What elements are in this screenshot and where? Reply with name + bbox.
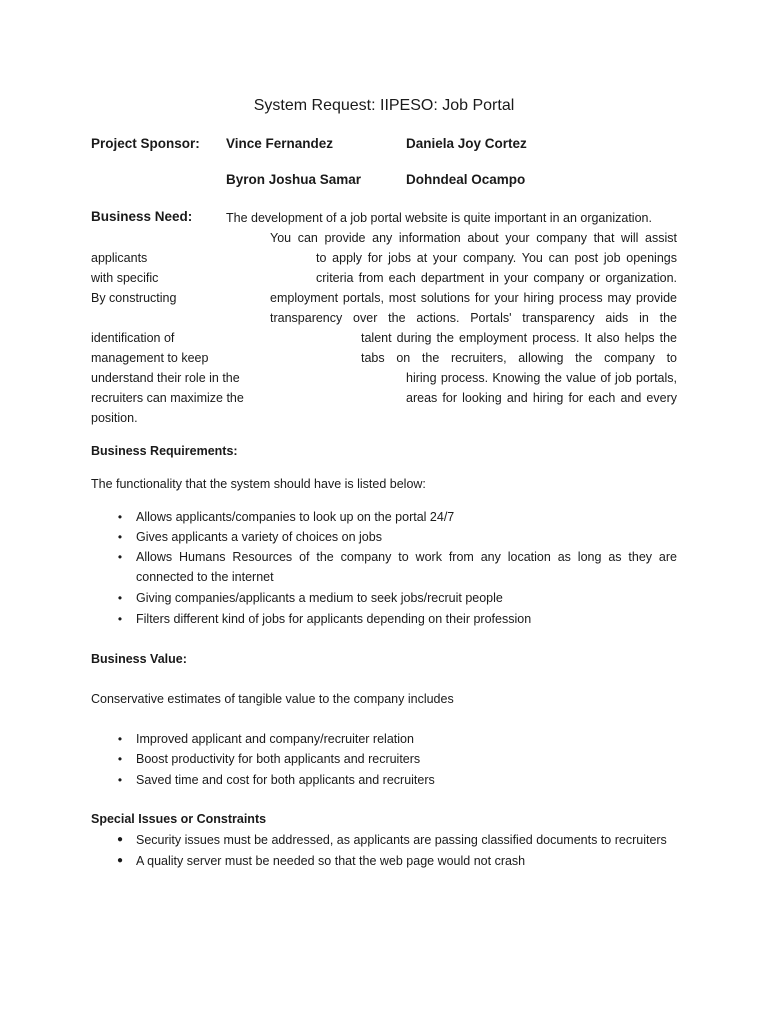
list-item-text: Allows applicants/companies to look up on the portal 24/7 xyxy=(136,510,455,524)
business-need-line: employment portals, most solutions for your hiring process may provide xyxy=(270,291,677,305)
list-item xyxy=(116,830,677,850)
list-item-text: Giving companies/applicants a medium to seek jobs/recruit people xyxy=(136,591,503,605)
business-need-fragment: recruiters can maximize the xyxy=(91,391,244,405)
list-item xyxy=(116,851,677,871)
list-item xyxy=(117,770,677,790)
bullet-icon: • xyxy=(117,752,123,766)
list-item-text: connected to the internet xyxy=(136,570,274,584)
list-item-text: Saved time and cost for both applicants and recruiters xyxy=(136,773,435,787)
business-need-line: You can provide any information about your company that will assist xyxy=(270,231,677,245)
business-need-fragment: understand their role in the xyxy=(91,371,240,385)
list-item-text: A quality server must be needed so that the web page would not crash xyxy=(136,854,526,868)
special-issues-heading: Special Issues or Constraints xyxy=(91,812,267,826)
business-need-label: Business Need: xyxy=(91,209,193,224)
bullet-icon: ● xyxy=(116,855,124,866)
project-sponsor-label: Project Sponsor: xyxy=(91,136,200,151)
sponsor-name: Daniela Joy Cortez xyxy=(406,136,527,151)
list-item-text: Filters different kind of jobs for applicants depending on their profession xyxy=(136,612,532,626)
bullet-icon: • xyxy=(117,612,123,626)
business-need-line: The development of a job portal website is quite important in an organization. xyxy=(226,211,652,225)
business-need-line: areas for looking and hiring for each and every xyxy=(406,391,677,405)
business-need-line: tabs on the recruiters, allowing the company to xyxy=(361,351,677,365)
business-need-line: transparency over the actions. Portals' transparency aids in the xyxy=(270,311,677,325)
list-item xyxy=(117,749,677,769)
bullet-icon: • xyxy=(117,591,123,605)
business-need-fragment: with specific xyxy=(91,271,159,285)
business-need-fragment: applicants xyxy=(91,251,148,265)
bullet-icon: • xyxy=(117,773,123,787)
business-need-fragment: position. xyxy=(91,411,138,425)
business-value-heading: Business Value: xyxy=(91,652,187,666)
business-value-intro: Conservative estimates of tangible value to the company includes xyxy=(91,692,454,706)
bullet-icon: • xyxy=(117,732,123,746)
list-item-text: Security issues must be addressed, as applicants are passing classified documents to recruiters xyxy=(136,833,667,847)
bullet-icon: • xyxy=(117,550,123,564)
list-item xyxy=(117,547,677,567)
list-item-text: Allows Humans Resources of the company to work from any location as long as they are xyxy=(136,550,677,564)
business-requirements-intro: The functionality that the system should have is listed below: xyxy=(91,477,426,491)
sponsor-name: Byron Joshua Samar xyxy=(226,172,362,187)
sponsor-name: Dohndeal Ocampo xyxy=(406,172,526,187)
list-item xyxy=(117,507,677,527)
business-need-line: talent during the employment process. It also helps the xyxy=(361,331,677,345)
bullet-icon: ● xyxy=(116,834,124,845)
bullet-icon: • xyxy=(117,530,123,544)
business-need-line: hiring process. Knowing the value of job portals, xyxy=(406,371,677,385)
sponsor-name: Vince Fernandez xyxy=(226,136,334,151)
document-title: System Request: IIPESO: Job Portal xyxy=(253,97,515,114)
business-need-fragment: By constructing xyxy=(91,291,177,305)
business-requirements-heading: Business Requirements: xyxy=(91,444,238,458)
business-need-line: criteria from each department in your company or organization. xyxy=(316,271,677,285)
list-item-text: Gives applicants a variety of choices on jobs xyxy=(136,530,382,544)
list-item xyxy=(117,729,677,749)
bullet-icon: • xyxy=(117,510,123,524)
list-item xyxy=(117,609,677,629)
business-need-line: to apply for jobs at your company. You can post job openings xyxy=(316,251,677,265)
list-item-text: Boost productivity for both applicants and recruiters xyxy=(136,752,421,766)
list-item-continuation xyxy=(136,567,677,587)
list-item-text: Improved applicant and company/recruiter relation xyxy=(136,732,414,746)
list-item xyxy=(117,527,677,547)
business-need-fragment: management to keep xyxy=(91,351,209,365)
list-item xyxy=(117,588,677,608)
business-need-fragment: identification of xyxy=(91,331,175,345)
